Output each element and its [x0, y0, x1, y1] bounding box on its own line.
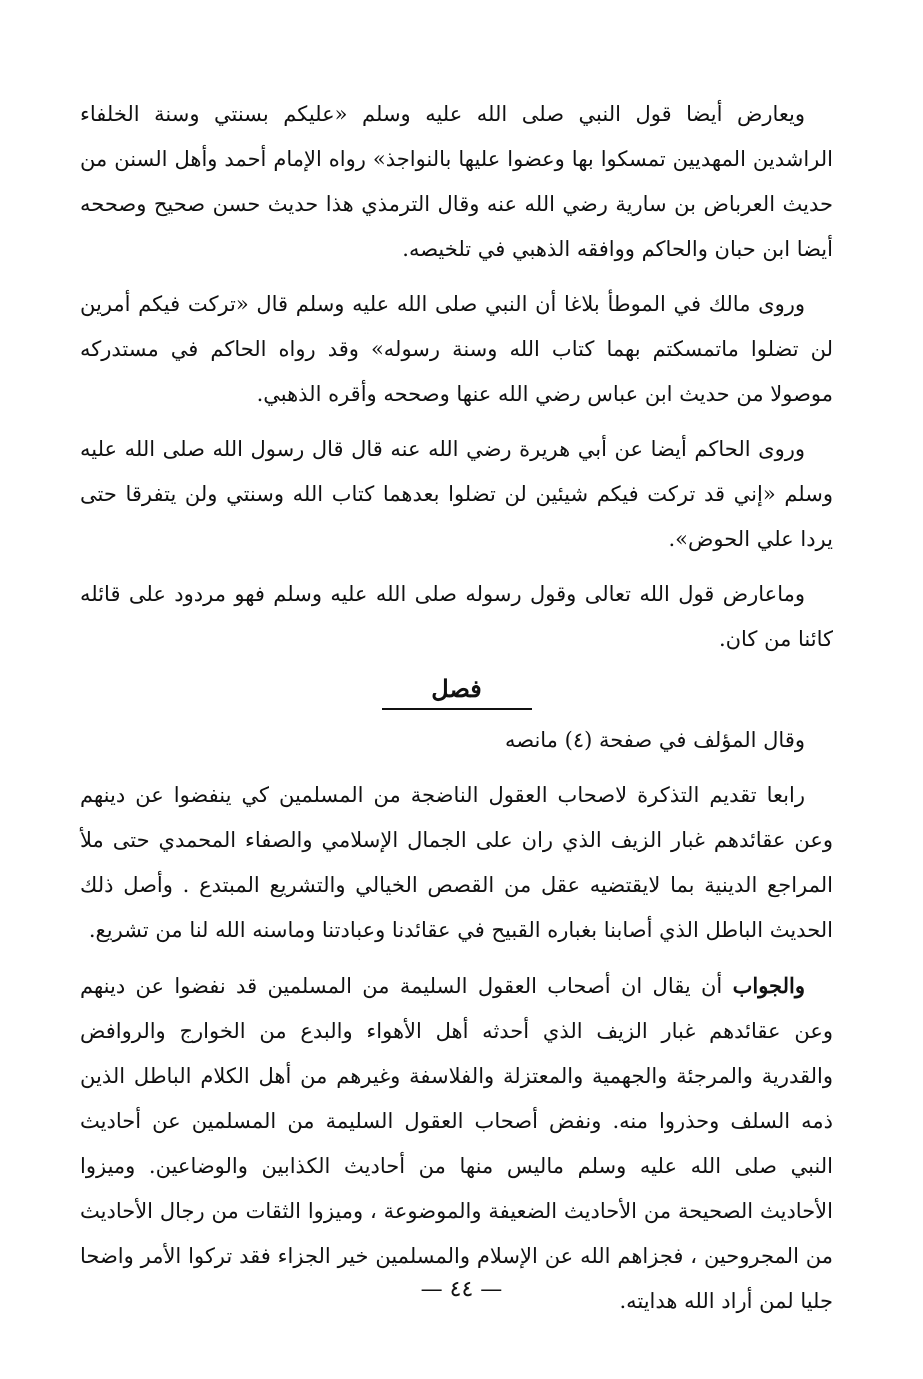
- quote-intro: وقال المؤلف في صفحة (٤) مانصه: [504, 728, 805, 752]
- answer-paragraph: [80, 963, 833, 1324]
- answer-text: أن يقال ان أصحاب العقول السليمة من المسلمين قد نفضوا عن دينهم وعن عقائدهم غبار الزيف الذي أحدثه أهل الأهواء والبدع من الخوارج والروافض والقدرية والمرجئة والجهمية والمعتزلة والفلاسفة وغيرهم من أهل الكلام الباطل الذين ذمه السلف وحذروا منه. ونفض أصحاب العقول السليمة من المسلمين عن أحاديث النبي صلى الله عليه وسلم ماليس منها من أحاديث الكذابين والوضاعين. وميزوا الأحاديث الصحيحة من الأحاديث الضعيفة والموضوعة ، وميزوا الثقات من رجال الأحاديث من المجروحين ، فجزاهم الله عن الإسلام والمسلمين خير الجزاء فقد تركوا الأمر واضحا جليا لمن أراد الله هدايته.: [80, 974, 833, 1313]
- page-number: — ٤٤ —: [420, 1277, 503, 1302]
- paragraph-2: وروى مالك في الموطأ بلاغا أن النبي صلى الله عليه وسلم قال «تركت فيكم أمرين لن تضلوا ماتمسكتم بهما كتاب الله وسنة رسوله» وقد رواه الحاكم في مستدركه موصولا من حديث ابن عباس رضي الله عنها وصححه وأقره الذهبي.: [80, 292, 833, 406]
- section-heading: فصل: [431, 674, 482, 703]
- section-heading-block: [80, 672, 833, 712]
- heading-underline: [382, 708, 532, 710]
- quoted-paragraph: رابعا تقديم التذكرة لاصحاب العقول الناضجة من المسلمين كي ينفضوا عن دينهم وعن عقائدهم غبار الزيف الذي ران على الجمال الإسلامي والصفاء المحمدي حتى ملأ المراجع الدينية بما لايقتضيه عقل من القصص الخيالي والتشريع المبتدع . وأصل ذلك الحديث الباطل الذي أصابنا بغباره القبيح في عقائدنا وعبادتنا وماسنه الله لنا من تشريع.: [80, 783, 833, 942]
- paragraph-4: وماعارض قول الله تعالى وقول رسوله صلى الله عليه وسلم فهو مردود على قائله كائنا من كان.: [80, 582, 833, 651]
- paragraph-3: وروى الحاكم أيضا عن أبي هريرة رضي الله عنه قال قال رسول الله صلى الله عليه وسلم «إني قد تركت فيكم شيئين لن تضلوا بعدهما كتاب الله وسنتي ولن يتفرقا حتى يردا علي الحوض».: [80, 437, 833, 551]
- paragraph-1: ويعارض أيضا قول النبي صلى الله عليه وسلم «عليكم بسنتي وسنة الخلفاء الراشدين المهديين تمسكوا بها وعضوا عليها بالنواجذ» رواه الإمام أحمد وأهل السنن من حديث العرباض بن سارية رضي الله عنه وقال الترمذي هذا حديث حسن صحيح وصححه أيضا ابن حبان والحاكم ووافقه الذهبي في تلخيصه.: [80, 102, 833, 261]
- answer-lead: والجواب: [732, 973, 805, 998]
